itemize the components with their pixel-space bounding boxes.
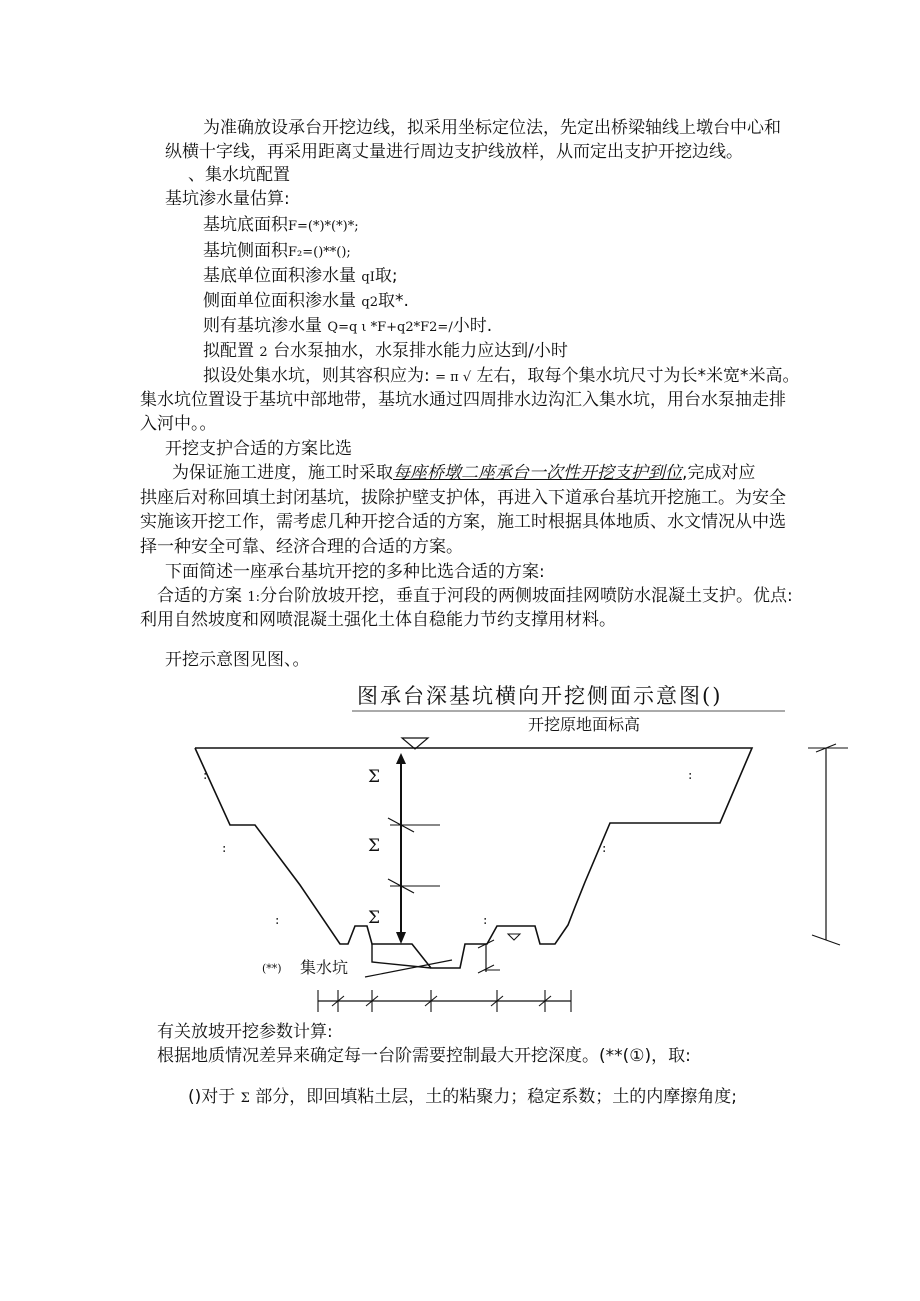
pit-outline bbox=[195, 748, 752, 968]
paragraph-line: 纵横十字线，再采用距离丈量进行周边支护线放样，从而定出支护开挖边线。 bbox=[165, 142, 743, 162]
symbol: Σ bbox=[240, 1091, 250, 1106]
soil-marker: : bbox=[222, 841, 227, 856]
formula: = π √ bbox=[435, 370, 472, 385]
soil-marker: : bbox=[275, 913, 280, 928]
label: 左右，取每个集水坑尺寸为长*米宽*米高。 bbox=[476, 366, 800, 386]
arrow-down-icon bbox=[396, 932, 406, 944]
formula: F=(*)*(*)*; bbox=[288, 219, 359, 234]
label: 取*. bbox=[378, 291, 409, 311]
paragraph-line: 集水坑位置设于基坑中部地带，基坑水通过四周排水边沟汇入集水坑，用台水泵抽走排 bbox=[140, 390, 786, 410]
paragraph-line: 入河中。。 bbox=[140, 414, 217, 434]
paragraph-line: 开挖示意图见图、。 bbox=[165, 650, 310, 670]
label: 台水泵抽水，水泵排水能力应达到/小时 bbox=[273, 341, 568, 361]
number: 2 bbox=[259, 345, 268, 360]
label: 基底单位面积渗水量 bbox=[203, 266, 356, 286]
label: 侧面单位面积渗水量 bbox=[203, 291, 356, 311]
sump-number: (**) bbox=[262, 962, 282, 975]
paragraph-line: 利用自然坡度和网喷混凝土强化土体自稳能力节约支撑用材料。 bbox=[140, 610, 616, 630]
label: 基坑侧面积 bbox=[203, 241, 288, 261]
label: 拟配置 bbox=[203, 341, 254, 361]
subheading: 有关放坡开挖参数计算: bbox=[157, 1022, 333, 1042]
label: 小时. bbox=[452, 316, 493, 336]
sigma-label: Σ bbox=[368, 767, 381, 787]
arrow-up-icon bbox=[396, 753, 406, 764]
symbol: q2 bbox=[361, 295, 378, 310]
formula: F₂=()**(); bbox=[288, 245, 351, 260]
paragraph-line: 拱座后对称回填土封闭基坑，拔除护壁支护体，再进入下道承台基坑开挖施工。为安全 bbox=[140, 488, 786, 508]
number: 1: bbox=[247, 590, 261, 605]
soil-marker: : bbox=[688, 768, 693, 783]
ground-level-label: 开挖原地面标高 bbox=[528, 715, 641, 734]
label: 为保证施工进度，施工时采取 bbox=[172, 463, 393, 483]
section-heading: 、集水坑配置 bbox=[188, 165, 290, 185]
soil-marker: : bbox=[483, 913, 488, 928]
figure-title: 图承台深基坑横向开挖侧面示意图() bbox=[357, 684, 723, 708]
paragraph-line: 实施该开挖工作，需考虑几种开挖合适的方案，施工时根据具体地质、水文情况从中选 bbox=[140, 512, 786, 532]
formula: Q=q ι *F+q2*F2=/ bbox=[327, 320, 453, 335]
sump-label: 集水坑 bbox=[300, 958, 349, 977]
paragraph-line: 为准确放设承台开挖边线，拟采用坐标定位法，先定出桥梁轴线上墩台中心和 bbox=[203, 118, 781, 138]
label: 拟设处集水坑，则其容积应为: bbox=[203, 366, 430, 386]
paragraph-line: 根据地质情况差异来确定每一台阶需要控制最大开挖深度。(**(①)，取: bbox=[157, 1046, 691, 1066]
label: ,完成对应 bbox=[682, 463, 756, 483]
label: 基坑底面积 bbox=[203, 215, 288, 235]
paragraph-line bbox=[188, 1085, 737, 1111]
sigma-label: Σ bbox=[368, 908, 381, 928]
water-level-icon bbox=[508, 934, 520, 940]
symbol: qI bbox=[361, 270, 375, 285]
label: 取; bbox=[374, 266, 398, 286]
paragraph-line: 择一种安全可靠、经济合理的合适的方案。 bbox=[140, 537, 463, 557]
paragraph-line: 下面简述一座承台基坑开挖的多种比选合适的方案: bbox=[165, 562, 545, 582]
label: 则有基坑渗水量 bbox=[203, 316, 322, 336]
soil-marker: : bbox=[203, 768, 208, 783]
label: 合适的方案 bbox=[157, 586, 242, 606]
section-heading: 开挖支护合适的方案比选 bbox=[165, 439, 352, 459]
soil-marker: : bbox=[602, 841, 607, 856]
label: 部分，即回填粘土层，土的粘聚力；稳定系数；土的内摩擦角度; bbox=[255, 1087, 738, 1107]
sigma-label: Σ bbox=[368, 836, 381, 856]
subheading: 基坑渗水量估算: bbox=[165, 189, 290, 209]
emphasis: 每座桥墩二座承台一次性开挖支护到位 bbox=[393, 463, 682, 483]
label: 分台阶放坡开挖，垂直于河段的两侧坡面挂网喷防水混凝土支护。优点: bbox=[260, 586, 793, 606]
label: ()对于 bbox=[188, 1087, 236, 1107]
